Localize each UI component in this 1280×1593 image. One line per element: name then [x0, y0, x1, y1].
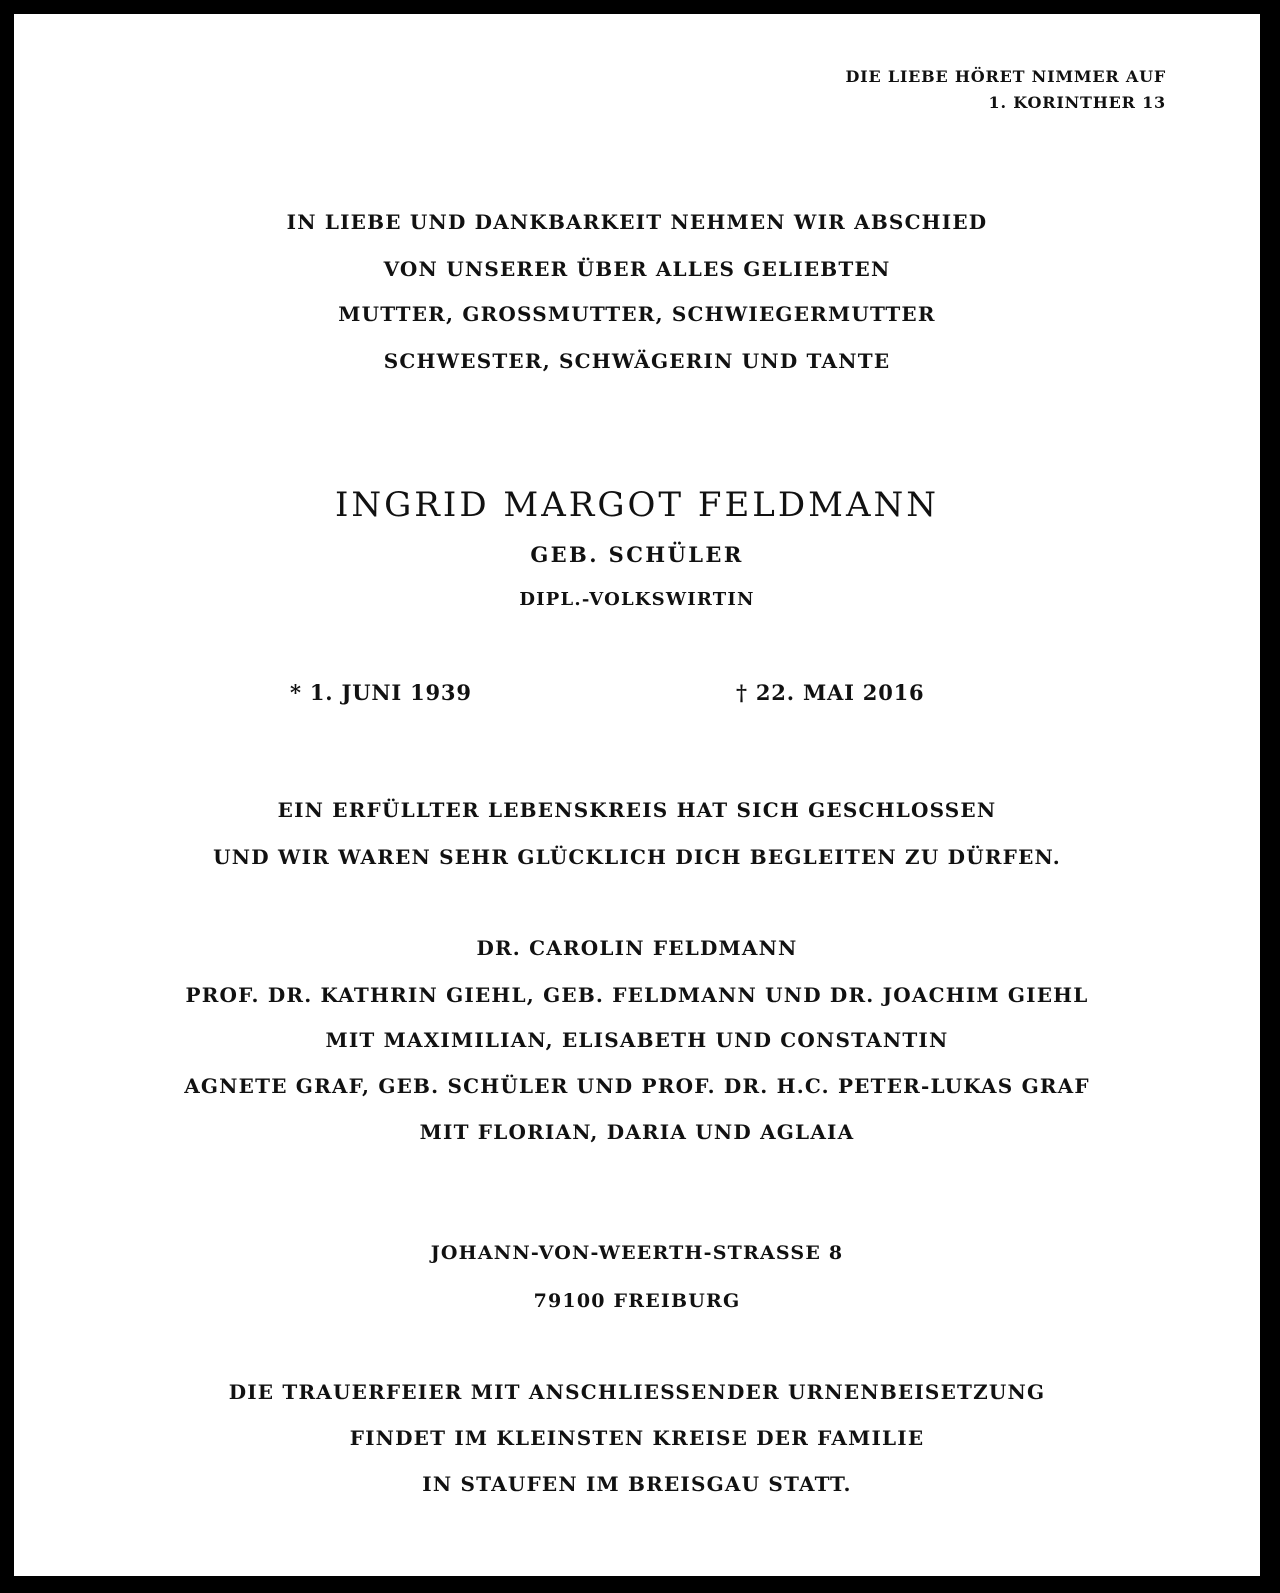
bible-verse: DIE LIEBE HÖRET NIMMER AUF: [845, 67, 1166, 86]
intro-line-4: SCHWESTER, SCHWÄGERIN UND TANTE: [383, 349, 891, 373]
intro-line-2: VON UNSERER ÜBER ALLES GELIEBTEN: [383, 257, 891, 281]
mourner-line-3: MIT MAXIMILIAN, ELISABETH UND CONSTANTIN: [325, 1028, 949, 1052]
obituary-notice: [14, 14, 1260, 1576]
message-line-2: UND WIR WAREN SEHR GLÜCKLICH DICH BEGLEITEN ZU DÜRFEN.: [213, 845, 1061, 869]
maiden-name: GEB. SCHÜLER: [530, 542, 744, 567]
bible-reference: 1. KORINTHER 13: [988, 93, 1166, 112]
death-date: † 22. MAI 2016: [736, 680, 925, 705]
service-line-2: FINDET IM KLEINSTEN KREISE DER FAMILIE: [349, 1426, 925, 1450]
address-street: JOHANN-VON-WEERTH-STRASSE 8: [430, 1242, 844, 1264]
intro-line-3: MUTTER, GROSSMUTTER, SCHWIEGERMUTTER: [338, 302, 936, 326]
mourner-line-1: DR. CAROLIN FELDMANN: [476, 936, 798, 960]
service-line-1: DIE TRAUERFEIER MIT ANSCHLIESSENDER URNENBEISETZUNG: [228, 1380, 1046, 1404]
intro-line-1: IN LIEBE UND DANKBARKEIT NEHMEN WIR ABSCHIED: [286, 210, 988, 234]
message-line-1: EIN ERFÜLLTER LEBENSKREIS HAT SICH GESCHLOSSEN: [277, 798, 997, 822]
academic-title: DIPL.-VOLKSWIRTIN: [519, 589, 755, 610]
mourner-line-4: AGNETE GRAF, GEB. SCHÜLER UND PROF. DR. H.C. PETER-LUKAS GRAF: [184, 1074, 1090, 1098]
birth-date: * 1. JUNI 1939: [290, 680, 472, 705]
service-line-3: IN STAUFEN IM BREISGAU STATT.: [422, 1472, 852, 1496]
mourner-line-2: PROF. DR. KATHRIN GIEHL, GEB. FELDMANN UND DR. JOACHIM GIEHL: [185, 983, 1089, 1007]
deceased-name: INGRID MARGOT FELDMANN: [334, 485, 940, 525]
mourner-line-5: MIT FLORIAN, DARIA UND AGLAIA: [419, 1120, 855, 1144]
address-city: 79100 FREIBURG: [533, 1290, 741, 1312]
